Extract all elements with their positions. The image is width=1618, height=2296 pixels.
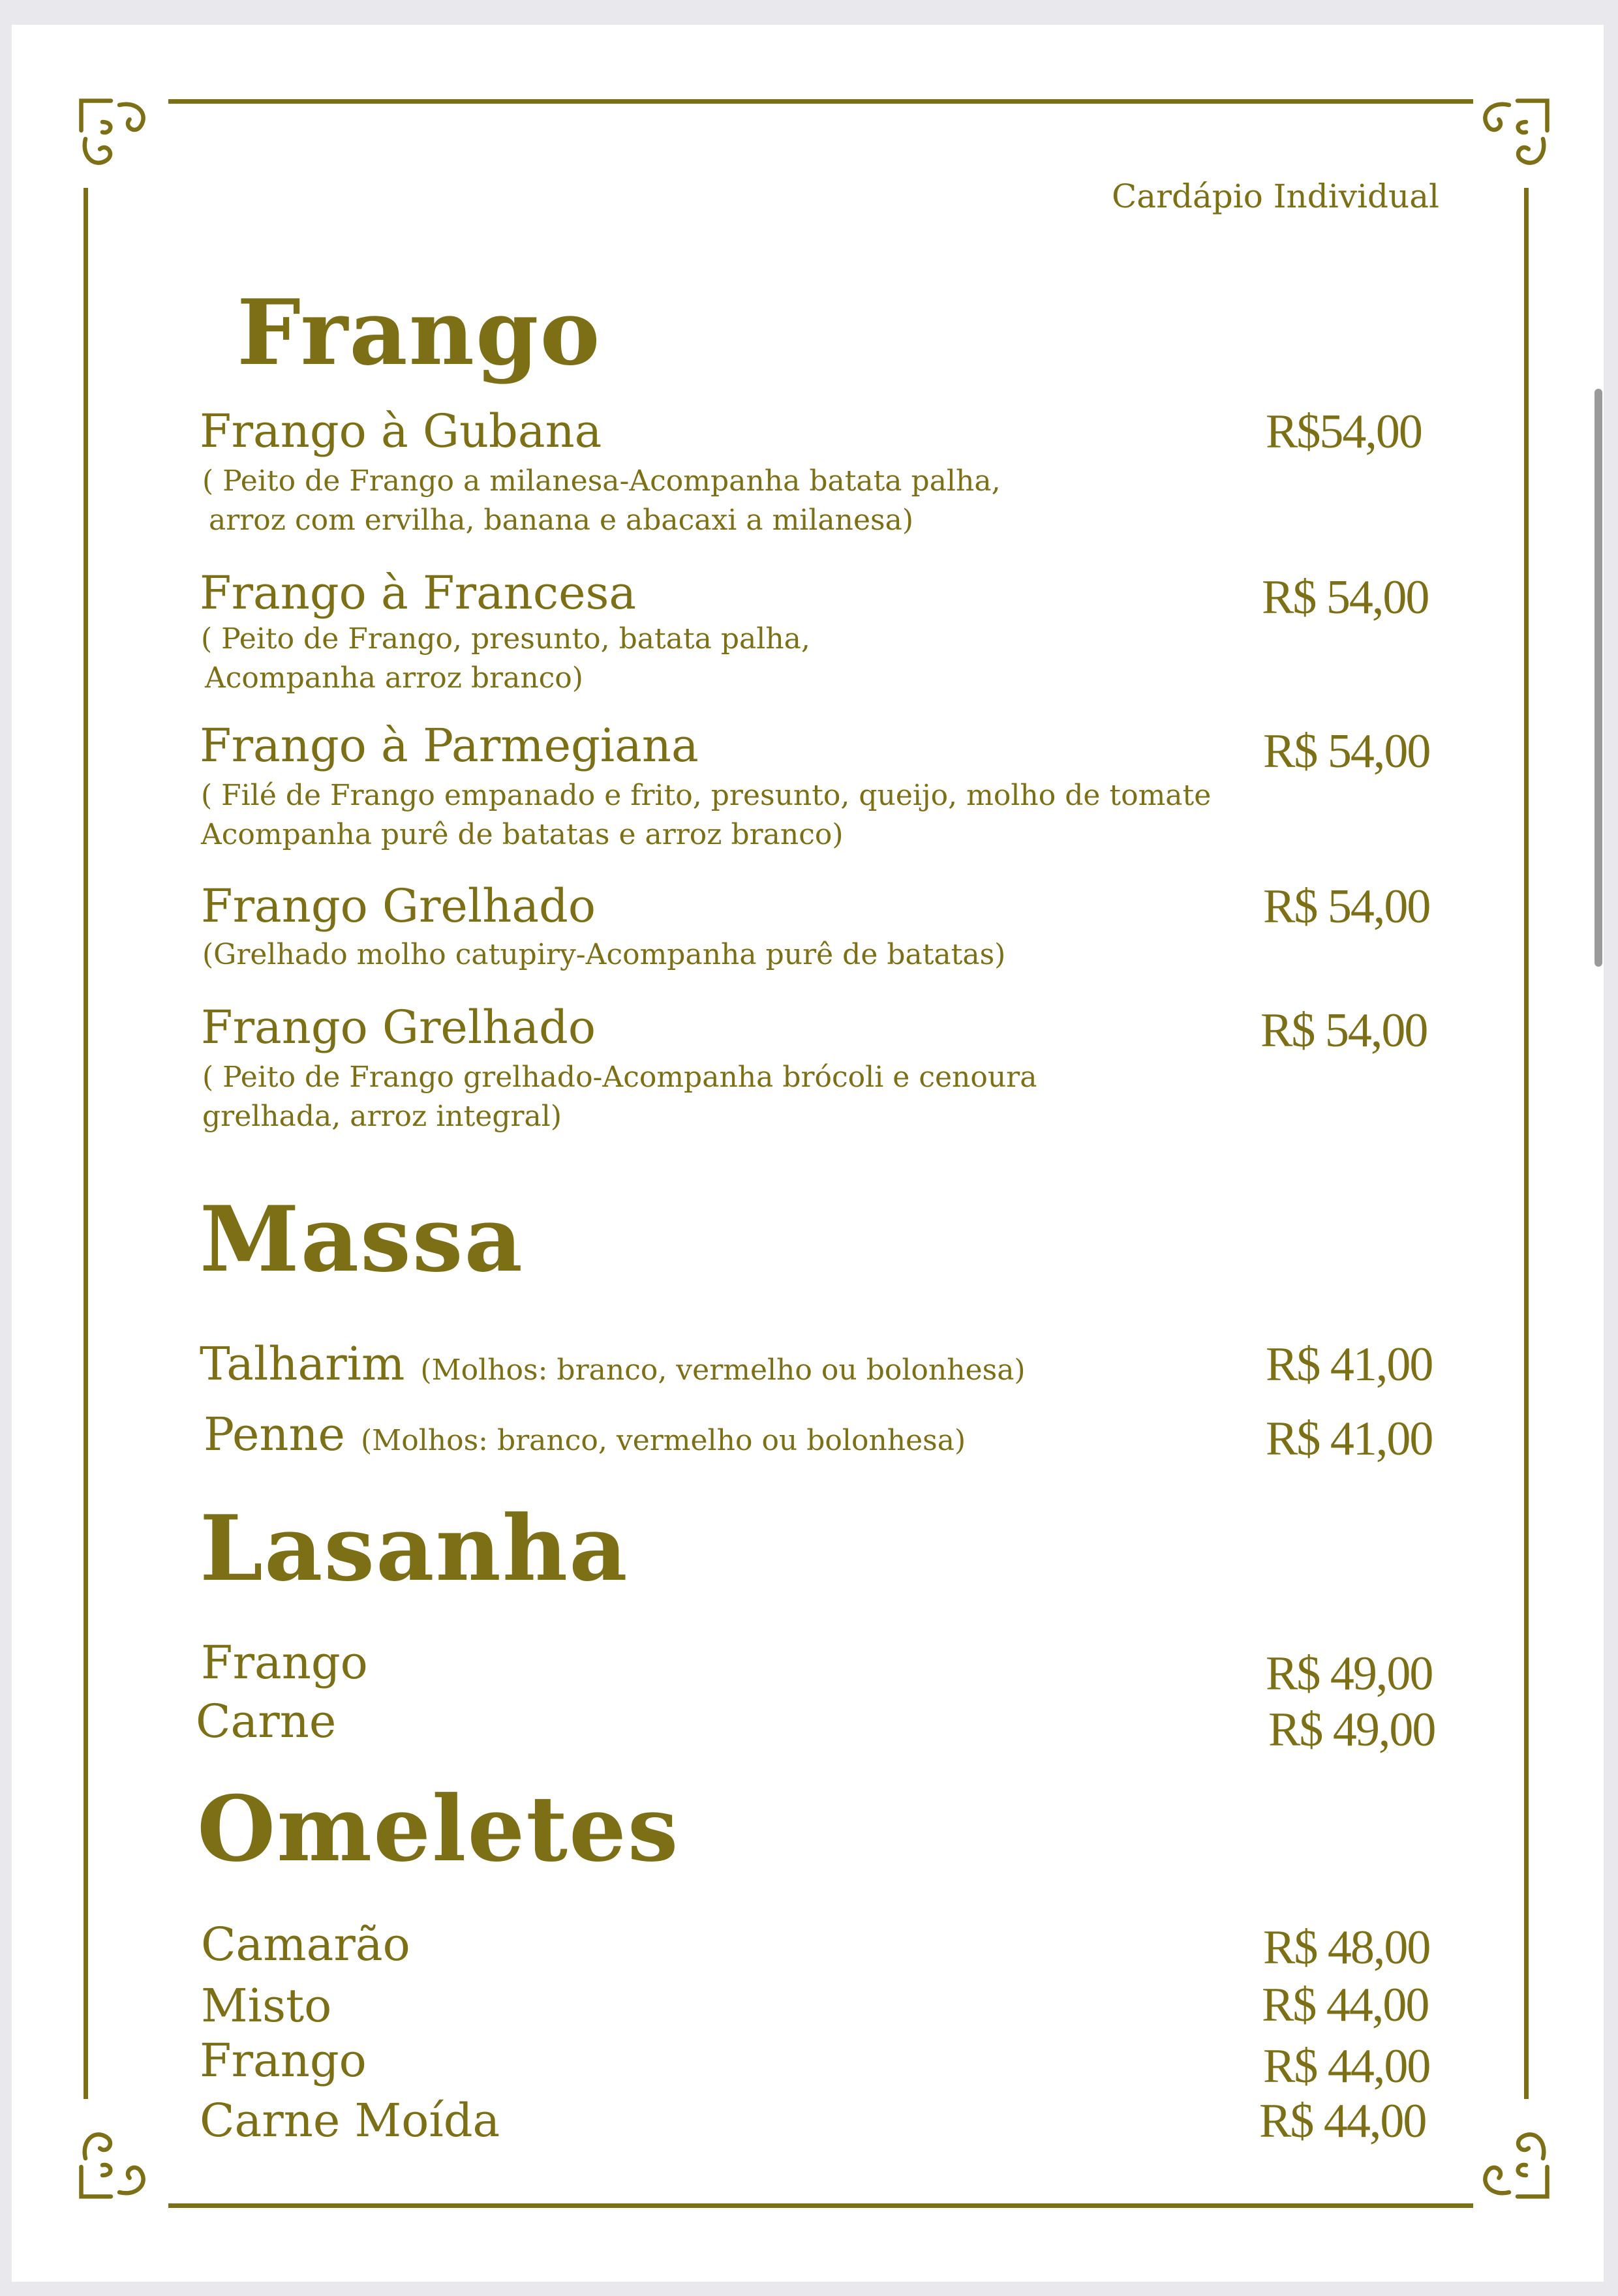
menu-item-price: R$ 44,00 [1259,2094,1426,2148]
menu-item-description: grelhada, arroz integral) [202,1100,562,1133]
menu-item-description: (Grelhado molho catupiry-Acompanha purê de batatas) [202,938,1006,971]
menu-subtitle: Cardápio Individual [1112,177,1439,215]
menu-item-name [200,1337,1026,1391]
menu-item-price: R$ 48,00 [1263,1921,1430,1974]
frame-bottom-line [168,2203,1473,2208]
section-title-frango: Frango [237,279,602,385]
menu-item-price: R$ 54,00 [1260,1004,1427,1057]
menu-item-name: Frango à Gubana [200,404,602,458]
menu-item-name: Frango à Parmegiana [200,719,699,772]
menu-item-description: Acompanha purê de batatas e arroz branco) [201,818,844,851]
menu-item-name: Carne [196,1695,337,1748]
menu-item-description: ( Peito de Frango, presunto, batata palha, [201,622,810,656]
menu-item-name: Camarão [201,1918,410,1971]
menu-item-price: R$ 54,00 [1263,880,1430,933]
menu-item-name-text: Penne [204,1408,345,1461]
ornament-corner-icon [77,97,162,181]
frame-left-line [84,188,88,2099]
menu-item-name: Frango à Francesa [200,566,637,620]
menu-item-price: R$ 54,00 [1263,725,1430,778]
menu-item-note: (Molhos: branco, vermelho ou bolonhesa) [420,1353,1026,1387]
vertical-scrollbar[interactable] [1595,389,1602,967]
menu-item-note: (Molhos: branco, vermelho ou bolonhesa) [360,1424,966,1457]
menu-item-price: R$ 49,00 [1266,1647,1433,1700]
menu-item-name: Frango [201,1636,368,1689]
menu-item-price: R$ 44,00 [1262,1978,1429,2032]
menu-item-price: R$54,00 [1266,405,1422,459]
menu-item-price: R$ 54,00 [1262,571,1429,624]
menu-item-name-text: Talharim [200,1337,405,1391]
section-title-massa: Massa [200,1186,524,1292]
menu-item-name: Frango Grelhado [201,1001,596,1054]
menu-item-description: arroz com ervilha, banana e abacaxi a milanesa) [209,504,914,537]
menu-item-name: Frango Grelhado [201,879,596,933]
menu-item-description: ( Peito de Frango grelhado-Acompanha brócoli e cenoura [202,1061,1037,1094]
ornament-corner-icon [77,2116,162,2201]
menu-item-description: ( Filé de Frango empanado e frito, presunto, queijo, molho de tomate [201,779,1212,812]
menu-item-name: Misto [201,1979,332,2032]
menu-item-name: Carne Moída [200,2094,500,2147]
frame-right-line [1524,188,1529,2099]
section-title-omeletes: Omeletes [197,1775,680,1882]
menu-item-description: ( Peito de Frango a milanesa-Acompanha batata palha, [202,464,1001,498]
menu-item-description: Acompanha arroz branco) [205,661,583,695]
menu-item-price: R$ 41,00 [1266,1338,1433,1391]
menu-item-price: R$ 44,00 [1263,2040,1430,2093]
frame-top-line [168,99,1473,104]
menu-page [12,25,1604,2282]
menu-item-name: Frango [200,2034,367,2087]
ornament-corner-icon [1467,97,1551,181]
section-title-lasanha: Lasanha [200,1495,629,1601]
menu-item-price: R$ 41,00 [1266,1412,1433,1466]
menu-item-price: R$ 49,00 [1268,1703,1435,1757]
ornament-corner-icon [1467,2116,1551,2201]
menu-item-name [204,1408,966,1461]
